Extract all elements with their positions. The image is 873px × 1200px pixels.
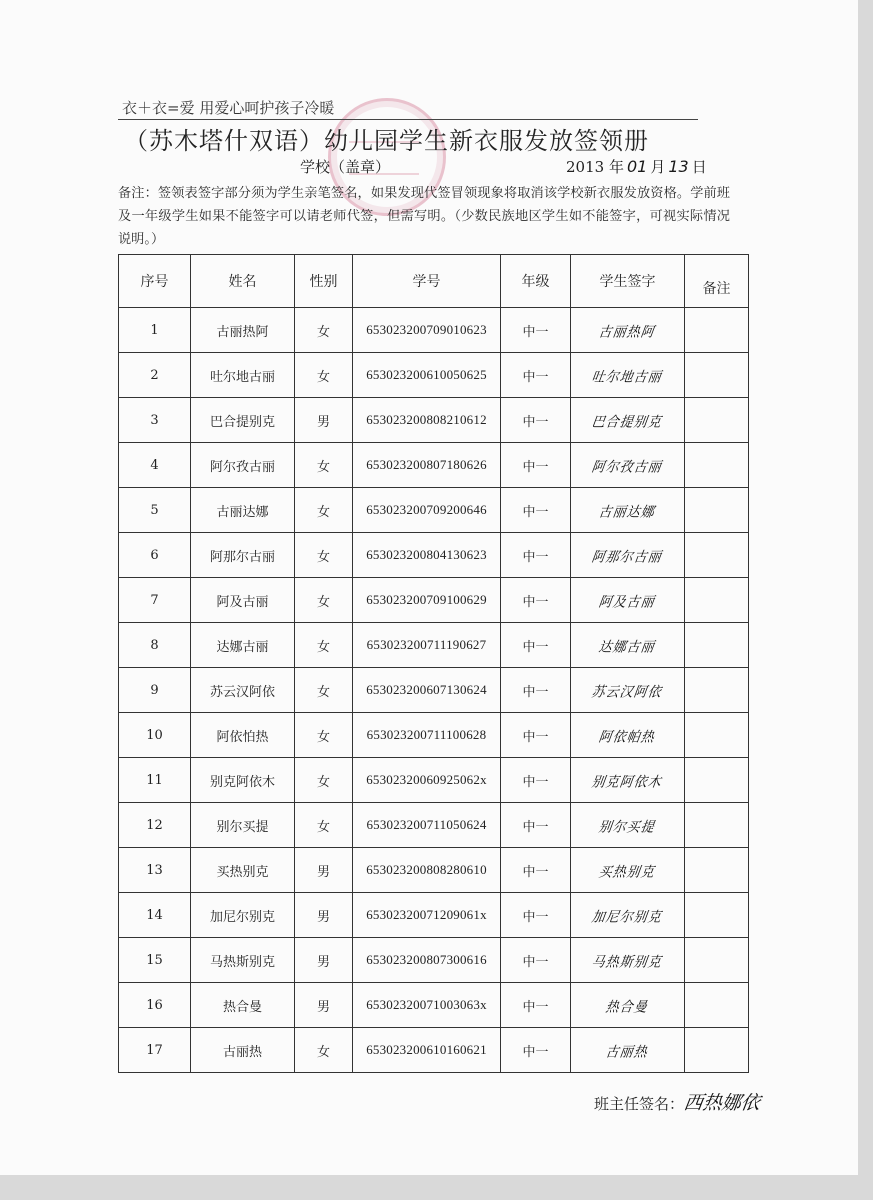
cell-no: 16 [119, 983, 191, 1028]
cell-no: 9 [119, 668, 191, 713]
cell-no: 13 [119, 848, 191, 893]
cell-no: 15 [119, 938, 191, 983]
cell-signature [571, 938, 685, 983]
table-row [119, 488, 749, 533]
cell-student-id: 653023200607130624 [353, 668, 501, 713]
table-row [119, 443, 749, 488]
cell-student-id: 653023200711050624 [353, 803, 501, 848]
cell-gender: 男 [295, 938, 353, 983]
cell-grade: 中一 [501, 488, 571, 533]
cell-grade: 中一 [501, 578, 571, 623]
date-month-unit: 月 [650, 158, 666, 176]
slogan: 衣＋衣=爱 用爱心呵护孩子冷暖 [122, 99, 335, 117]
cell-gender: 女 [295, 668, 353, 713]
handwritten-signature: 达娜古丽 [598, 639, 657, 656]
table-row [119, 308, 749, 353]
column-header-name: 姓名 [191, 255, 295, 308]
cell-grade: 中一 [501, 353, 571, 398]
cell-signature [571, 1028, 685, 1073]
cell-remark [685, 443, 749, 488]
cell-remark [685, 488, 749, 533]
cell-name: 古丽热阿 [191, 308, 295, 353]
cell-grade: 中一 [501, 443, 571, 488]
handwritten-signature: 阿依帕热 [598, 729, 657, 746]
handwritten-signature: 马热斯别克 [591, 954, 664, 971]
cell-signature [571, 578, 685, 623]
date-day-unit: 日 [691, 158, 707, 176]
cell-no: 3 [119, 398, 191, 443]
column-header-remark: 备注 [685, 255, 749, 308]
table-header-row [119, 255, 749, 308]
cell-name: 买热别克 [191, 848, 295, 893]
handwritten-signature: 古丽热 [605, 1044, 650, 1061]
cell-name: 别尔买提 [191, 803, 295, 848]
cell-signature [571, 398, 685, 443]
table-row [119, 983, 749, 1028]
cell-no: 1 [119, 308, 191, 353]
cell-student-id: 653023200807180626 [353, 443, 501, 488]
cell-name: 阿及古丽 [191, 578, 295, 623]
cell-gender: 女 [295, 533, 353, 578]
cell-signature [571, 803, 685, 848]
handwritten-signature: 买热别克 [598, 864, 657, 881]
handwritten-signature: 古丽热阿 [598, 324, 657, 341]
cell-gender: 男 [295, 893, 353, 938]
handwritten-signature: 古丽达娜 [598, 504, 657, 521]
cell-student-id: 65302320071003063x [353, 983, 501, 1028]
cell-grade: 中一 [501, 758, 571, 803]
cell-gender: 男 [295, 983, 353, 1028]
column-header-signature: 学生签字 [571, 255, 685, 308]
cell-name: 马热斯别克 [191, 938, 295, 983]
cell-no: 4 [119, 443, 191, 488]
cell-gender: 女 [295, 488, 353, 533]
table-row [119, 668, 749, 713]
column-header-student-id: 学号 [353, 255, 501, 308]
table-row [119, 533, 749, 578]
cell-remark [685, 803, 749, 848]
cell-grade: 中一 [501, 308, 571, 353]
cell-gender: 女 [295, 578, 353, 623]
slogan-underline [118, 119, 698, 120]
cell-signature [571, 713, 685, 758]
cell-signature [571, 983, 685, 1028]
table-row [119, 398, 749, 443]
cell-remark [685, 353, 749, 398]
cell-name: 阿尔孜古丽 [191, 443, 295, 488]
cell-name: 达娜古丽 [191, 623, 295, 668]
cell-student-id: 653023200709010623 [353, 308, 501, 353]
handwritten-signature: 苏云汉阿依 [591, 684, 664, 701]
cell-gender: 女 [295, 443, 353, 488]
cell-signature [571, 308, 685, 353]
cell-no: 7 [119, 578, 191, 623]
table-row [119, 353, 749, 398]
table-row [119, 758, 749, 803]
cell-no: 5 [119, 488, 191, 533]
cell-student-id: 653023200610050625 [353, 353, 501, 398]
cell-remark [685, 848, 749, 893]
cell-signature [571, 758, 685, 803]
column-header-grade: 年级 [501, 255, 571, 308]
roster-table [118, 254, 749, 1073]
cell-grade: 中一 [501, 893, 571, 938]
cell-name: 古丽达娜 [191, 488, 295, 533]
cell-no: 8 [119, 623, 191, 668]
cell-student-id: 653023200709100629 [353, 578, 501, 623]
table-row [119, 578, 749, 623]
cell-signature [571, 623, 685, 668]
cell-remark [685, 623, 749, 668]
cell-student-id: 653023200804130623 [353, 533, 501, 578]
table-row [119, 803, 749, 848]
cell-name: 阿那尔古丽 [191, 533, 295, 578]
handwritten-signature: 阿及古丽 [598, 594, 657, 611]
cell-student-id: 653023200610160621 [353, 1028, 501, 1073]
cell-gender: 男 [295, 398, 353, 443]
cell-name: 热合曼 [191, 983, 295, 1028]
cell-remark [685, 893, 749, 938]
school-seal-label: 学校（盖章） [300, 158, 391, 176]
handwritten-signature: 阿那尔古丽 [591, 549, 664, 566]
cell-remark [685, 308, 749, 353]
date-line [566, 156, 707, 177]
table-row [119, 893, 749, 938]
cell-grade: 中一 [501, 938, 571, 983]
cell-student-id: 653023200709200646 [353, 488, 501, 533]
teacher-signature-line [594, 1088, 760, 1115]
teacher-signature-label: 班主任签名： [594, 1095, 685, 1113]
cell-gender: 女 [295, 353, 353, 398]
cell-gender: 女 [295, 308, 353, 353]
column-header-no: 序号 [119, 255, 191, 308]
handwritten-signature: 加尼尔别克 [591, 909, 664, 926]
roster-body [119, 308, 749, 1073]
page-title: （苏木塔什双语）幼儿园学生新衣服发放签领册 [124, 127, 649, 155]
date-day-handwritten: 13 [668, 157, 689, 176]
cell-grade: 中一 [501, 848, 571, 893]
cell-gender: 女 [295, 713, 353, 758]
cell-signature [571, 848, 685, 893]
handwritten-signature: 阿尔孜古丽 [591, 459, 664, 476]
cell-student-id: 65302320060925062x [353, 758, 501, 803]
cell-remark [685, 578, 749, 623]
date-year-unit: 年 [608, 158, 624, 176]
cell-name: 古丽热 [191, 1028, 295, 1073]
cell-grade: 中一 [501, 983, 571, 1028]
note-paragraph: 备注：签领表签字部分须为学生亲笔签名，如果发现代签冒领现象将取消该学校新衣服发放资格。学前班及一年级学生如果不能签字可以请老师代签，但需写明。（少数民族地区学生如不能签字，可视实际情况说明。） [118, 186, 730, 247]
cell-name: 苏云汉阿依 [191, 668, 295, 713]
cell-signature [571, 533, 685, 578]
cell-no: 6 [119, 533, 191, 578]
cell-gender: 女 [295, 1028, 353, 1073]
cell-grade: 中一 [501, 533, 571, 578]
table-row [119, 713, 749, 758]
table-row [119, 938, 749, 983]
cell-gender: 女 [295, 803, 353, 848]
cell-signature [571, 668, 685, 713]
cell-student-id: 653023200711100628 [353, 713, 501, 758]
handwritten-signature: 别尔买提 [598, 819, 657, 836]
cell-grade: 中一 [501, 1028, 571, 1073]
cell-grade: 中一 [501, 623, 571, 668]
handwritten-signature: 吐尔地古丽 [591, 369, 664, 386]
cell-gender: 女 [295, 758, 353, 803]
cell-name: 巴合提别克 [191, 398, 295, 443]
cell-student-id: 653023200808280610 [353, 848, 501, 893]
cell-signature [571, 443, 685, 488]
cell-no: 2 [119, 353, 191, 398]
cell-gender: 男 [295, 848, 353, 893]
cell-no: 14 [119, 893, 191, 938]
cell-no: 17 [119, 1028, 191, 1073]
cell-remark [685, 713, 749, 758]
table-row [119, 623, 749, 668]
cell-signature [571, 893, 685, 938]
table-row [119, 1028, 749, 1073]
teacher-signature: 西热娜依 [682, 1092, 762, 1114]
cell-name: 阿依怕热 [191, 713, 295, 758]
table-row [119, 848, 749, 893]
cell-grade: 中一 [501, 668, 571, 713]
cell-no: 11 [119, 758, 191, 803]
cell-gender: 女 [295, 623, 353, 668]
cell-student-id: 653023200808210612 [353, 398, 501, 443]
cell-remark [685, 533, 749, 578]
cell-student-id: 65302320071209061x [353, 893, 501, 938]
cell-no: 12 [119, 803, 191, 848]
cell-remark [685, 758, 749, 803]
handwritten-signature: 热合曼 [605, 999, 650, 1016]
cell-no: 10 [119, 713, 191, 758]
date-year: 2013 [566, 158, 605, 176]
cell-student-id: 653023200807300616 [353, 938, 501, 983]
cell-signature [571, 488, 685, 533]
column-header-gender: 性别 [295, 255, 353, 308]
cell-grade: 中一 [501, 713, 571, 758]
handwritten-signature: 别克阿依木 [591, 774, 664, 791]
handwritten-signature: 巴合提别克 [591, 414, 664, 431]
cell-signature [571, 353, 685, 398]
cell-name: 加尼尔别克 [191, 893, 295, 938]
cell-name: 别克阿依木 [191, 758, 295, 803]
cell-remark [685, 938, 749, 983]
cell-grade: 中一 [501, 803, 571, 848]
cell-student-id: 653023200711190627 [353, 623, 501, 668]
cell-remark [685, 398, 749, 443]
cell-remark [685, 983, 749, 1028]
cell-grade: 中一 [501, 398, 571, 443]
cell-remark [685, 1028, 749, 1073]
cell-name: 吐尔地古丽 [191, 353, 295, 398]
date-month-handwritten: 01 [626, 157, 648, 176]
cell-remark [685, 668, 749, 713]
